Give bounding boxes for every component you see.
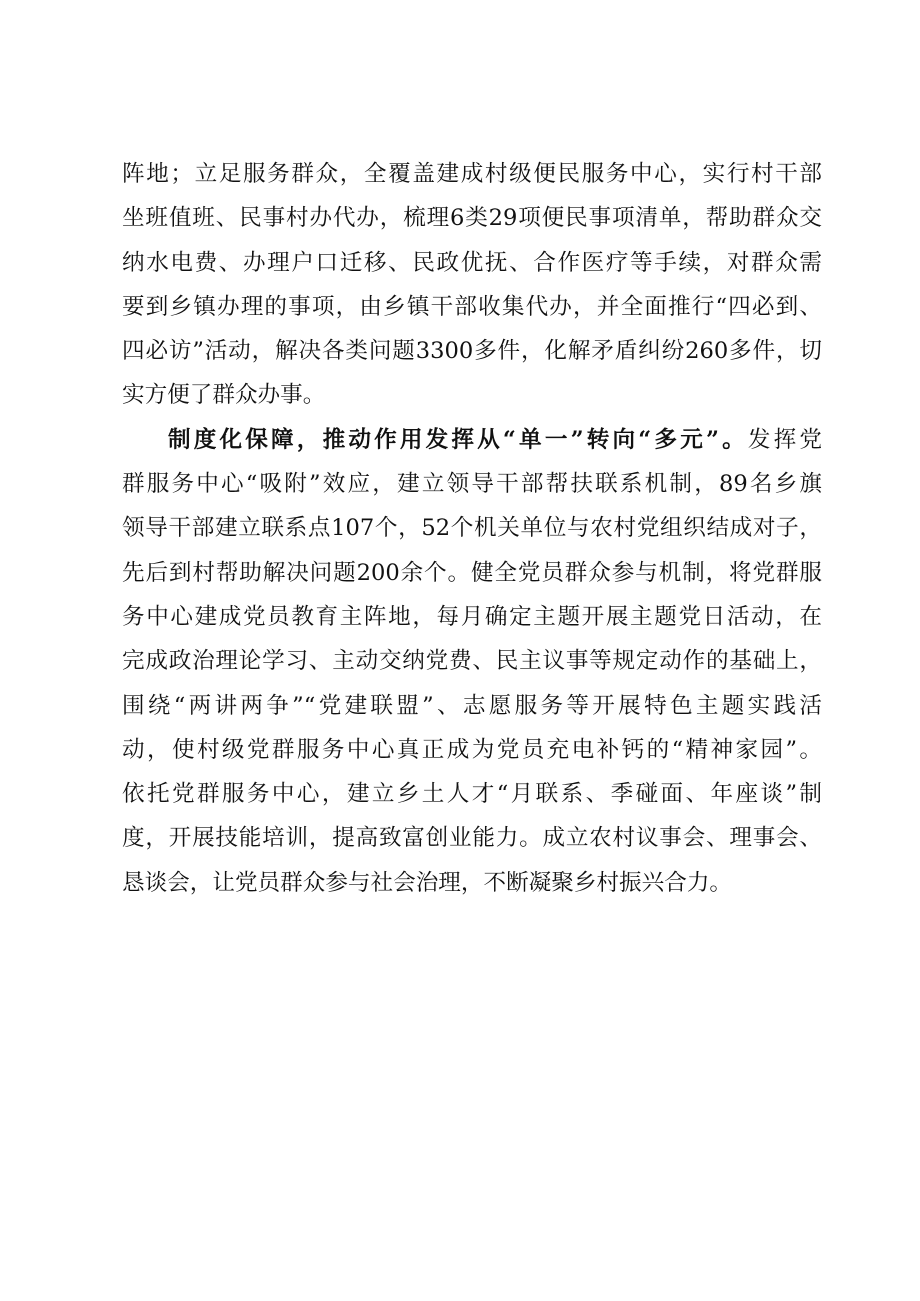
paragraph-1 [122, 152, 822, 418]
text-line: 领导干部建立联系点107个，52个机关单位与农村党组织结成对子， [122, 515, 822, 542]
text-line: 四必访”活动，解决各类问题3300多件，化解矛盾纠纷260多件，切 [122, 338, 822, 365]
text-line: 先后到村帮助解决问题200余个。健全党员群众参与机制，将党群服 [122, 559, 822, 586]
paragraph-heading: 制度化保障，推动作用发挥从“单一”转向“多元”。 [168, 426, 748, 453]
text-line: 完成政治理论学习、主动交纳党费、民主议事等规定动作的基础上， [122, 648, 822, 675]
text-line: 围绕“两讲两争”“党建联盟”、志愿服务等开展特色主题实践活 [122, 692, 822, 719]
text-line: 纳水电费、办理户口迁移、民政优抚、合作医疗等手续，对群众需 [122, 249, 822, 276]
text-line: 群服务中心“吸附”效应，建立领导干部帮扶联系机制，89名乡旗 [122, 471, 822, 498]
heading-line-rest: 发挥党 [747, 426, 823, 453]
text-line: 实方便了群众办事。 [122, 382, 326, 409]
text-line: 要到乡镇办理的事项，由乡镇干部收集代办，并全面推行“四必到、 [122, 293, 822, 320]
paragraph-heading-line [122, 418, 822, 462]
paragraph-2 [122, 418, 822, 905]
document-body [122, 152, 822, 905]
text-line: 度，开展技能培训，提高致富创业能力。成立农村议事会、理事会、 [122, 825, 822, 852]
text-line: 动，使村级党群服务中心真正成为党员充电补钙的“精神家园”。 [122, 736, 822, 763]
text-line: 阵地；立足服务群众，全覆盖建成村级便民服务中心，实行村干部 [122, 161, 822, 187]
text-line: 务中心建成党员教育主阵地，每月确定主题开展主题党日活动，在 [122, 603, 822, 630]
text-line: 坐班值班、民事村办代办，梳理6类29项便民事项清单，帮助群众交 [122, 205, 822, 232]
text-line: 依托党群服务中心，建立乡土人才“月联系、季碰面、年座谈”制 [122, 781, 822, 808]
text-line: 恳谈会，让党员群众参与社会治理，不断凝聚乡村振兴合力。 [122, 869, 733, 896]
